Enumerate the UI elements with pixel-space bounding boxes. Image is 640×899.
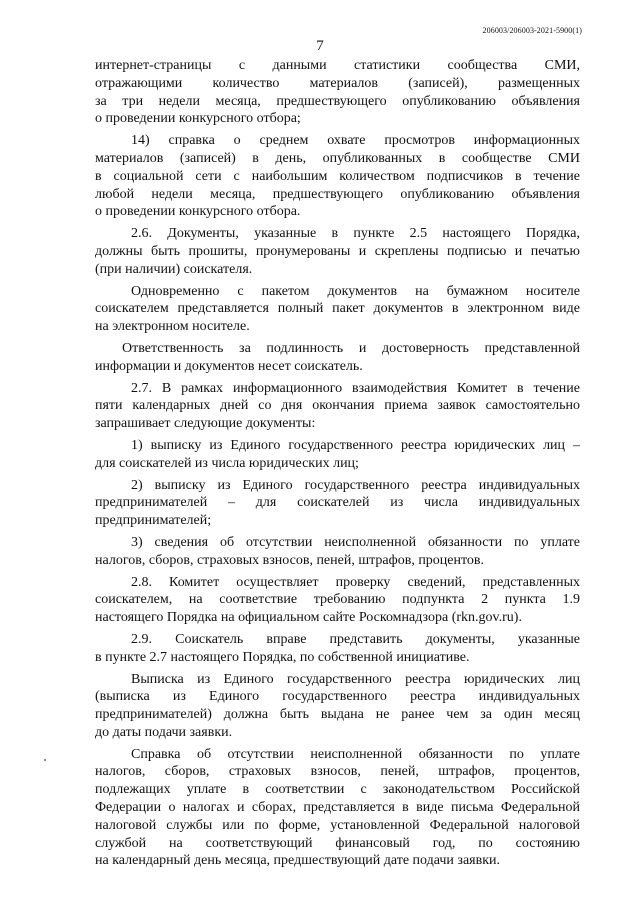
text-line: пяти календарных дней со дня окончания приема заявок самостоятельно <box>95 398 580 414</box>
text-line: (выписка из Единого государственного реестра индивидуальных <box>95 689 580 705</box>
paragraph <box>95 534 580 570</box>
text-line: подлежащих уплате в соответствии с законодательством Российской <box>95 782 580 798</box>
text-line: налоговой службы или по форме, установленной Федеральной налоговой <box>95 817 580 833</box>
text-line: 1) выписку из Единого государственного реестра юридических лиц – <box>131 437 580 453</box>
text-line: за три недели месяца, предшествующего опубликованию объявления <box>95 93 580 109</box>
text-line: Справка об отсутствии неисполненной обязанности по уплате <box>131 746 580 762</box>
text-line: должны быть прошиты, пронумерованы и скреплены подписью и печатью <box>95 243 580 259</box>
text-line: отражающими количество материалов (записей), размещенных <box>95 75 580 91</box>
text-line: на календарный день месяца, предшествующий дате подачи заявки. <box>95 853 501 869</box>
text-line: Выписка из Единого государственного реестра юридических лиц <box>131 671 580 687</box>
text-line: предпринимателей – для соискателей из числа индивидуальных <box>95 495 580 511</box>
text-line: 2.8. Комитет осуществляет проверку сведений, представленных <box>131 574 580 590</box>
text-line: настоящего Порядка на официальном сайте Роскомнадзора (rkn.gov.ru). <box>95 610 522 626</box>
page-number: 7 <box>316 38 324 54</box>
text-line: налогов, сборов, страховых взносов, пеней, штрафов, процентов. <box>95 552 485 568</box>
text-line: соискателем представляется полный пакет документов в электронном виде <box>95 301 580 317</box>
paragraph <box>95 671 580 742</box>
text-line: 2) выписку из Единого государственного реестра индивидуальных <box>131 477 580 493</box>
text-line: на электронном носителе. <box>95 319 250 335</box>
text-line: Федерации о налогах и сборах, представляется в виде письма Федеральной <box>95 800 580 816</box>
text-line: материалов (записей) в день, опубликованных в сообществе СМИ <box>95 150 580 166</box>
paragraph <box>95 380 580 433</box>
paragraph <box>95 477 580 530</box>
document-body <box>95 57 580 870</box>
text-line: 2.9. Соискатель вправе представить документы, указанные <box>131 631 580 647</box>
text-line: любой недели месяца, предшествующего опубликованию объявления <box>95 186 580 202</box>
text-line: о проведении конкурсного отбора. <box>95 204 301 220</box>
document-id: 206003/206003-2021-5900(1) <box>482 26 582 35</box>
text-line: запрашивает следующие документы: <box>95 416 316 432</box>
text-line: (при наличии) соискателя. <box>95 261 253 277</box>
text-line: налогов, сборов, страховых взносов, пеней, штрафов, процентов, <box>95 764 580 780</box>
paragraph <box>95 437 580 473</box>
text-line: интернет-страницы с данными статистики сообщества СМИ, <box>95 58 580 73</box>
text-line: предпринимателей; <box>95 513 212 529</box>
text-line: информации и документов несет соискатель. <box>95 358 363 374</box>
text-line: службой на соответствующий финансовый год, по состоянию <box>95 835 580 851</box>
text-line: Одновременно с пакетом документов на бумажном носителе <box>131 283 580 299</box>
text-line: 2.6. Документы, указанные в пункте 2.5 настоящего Порядка, <box>131 226 580 242</box>
text-line: в пункте 2.7 настоящего Порядка, по собственной инициативе. <box>95 649 470 665</box>
text-line: до даты подачи заявки. <box>95 724 233 740</box>
paragraph <box>95 132 580 221</box>
paragraph <box>95 574 580 627</box>
text-line: 14) справка о среднем охвате просмотров информационных <box>131 133 580 149</box>
paragraph <box>95 340 580 376</box>
paragraph <box>95 631 580 667</box>
paragraph <box>95 746 580 871</box>
text-line: 2.7. В рамках информационного взаимодействия Комитет в течение <box>131 380 580 396</box>
paragraph <box>95 57 580 128</box>
paragraph <box>95 225 580 278</box>
text-line: о проведении конкурсного отбора; <box>95 111 301 127</box>
text-line: предпринимателей) должна быть выдана не ранее чем за один месяц <box>95 707 580 723</box>
text-line: для соискателей из числа юридических лиц; <box>95 455 359 471</box>
text-line: в социальной сети с наибольшим количеством подписчиков в течение <box>95 168 580 184</box>
scan-artifact <box>44 759 46 761</box>
paragraph <box>95 283 580 336</box>
text-line: Ответственность за подлинность и достоверность представленной <box>122 340 580 356</box>
text-line: 3) сведения об отсутствии неисполненной обязанности по уплате <box>131 534 580 550</box>
text-line: соискателем, на соответствие требованию подпункта 2 пункта 1.9 <box>95 592 580 608</box>
